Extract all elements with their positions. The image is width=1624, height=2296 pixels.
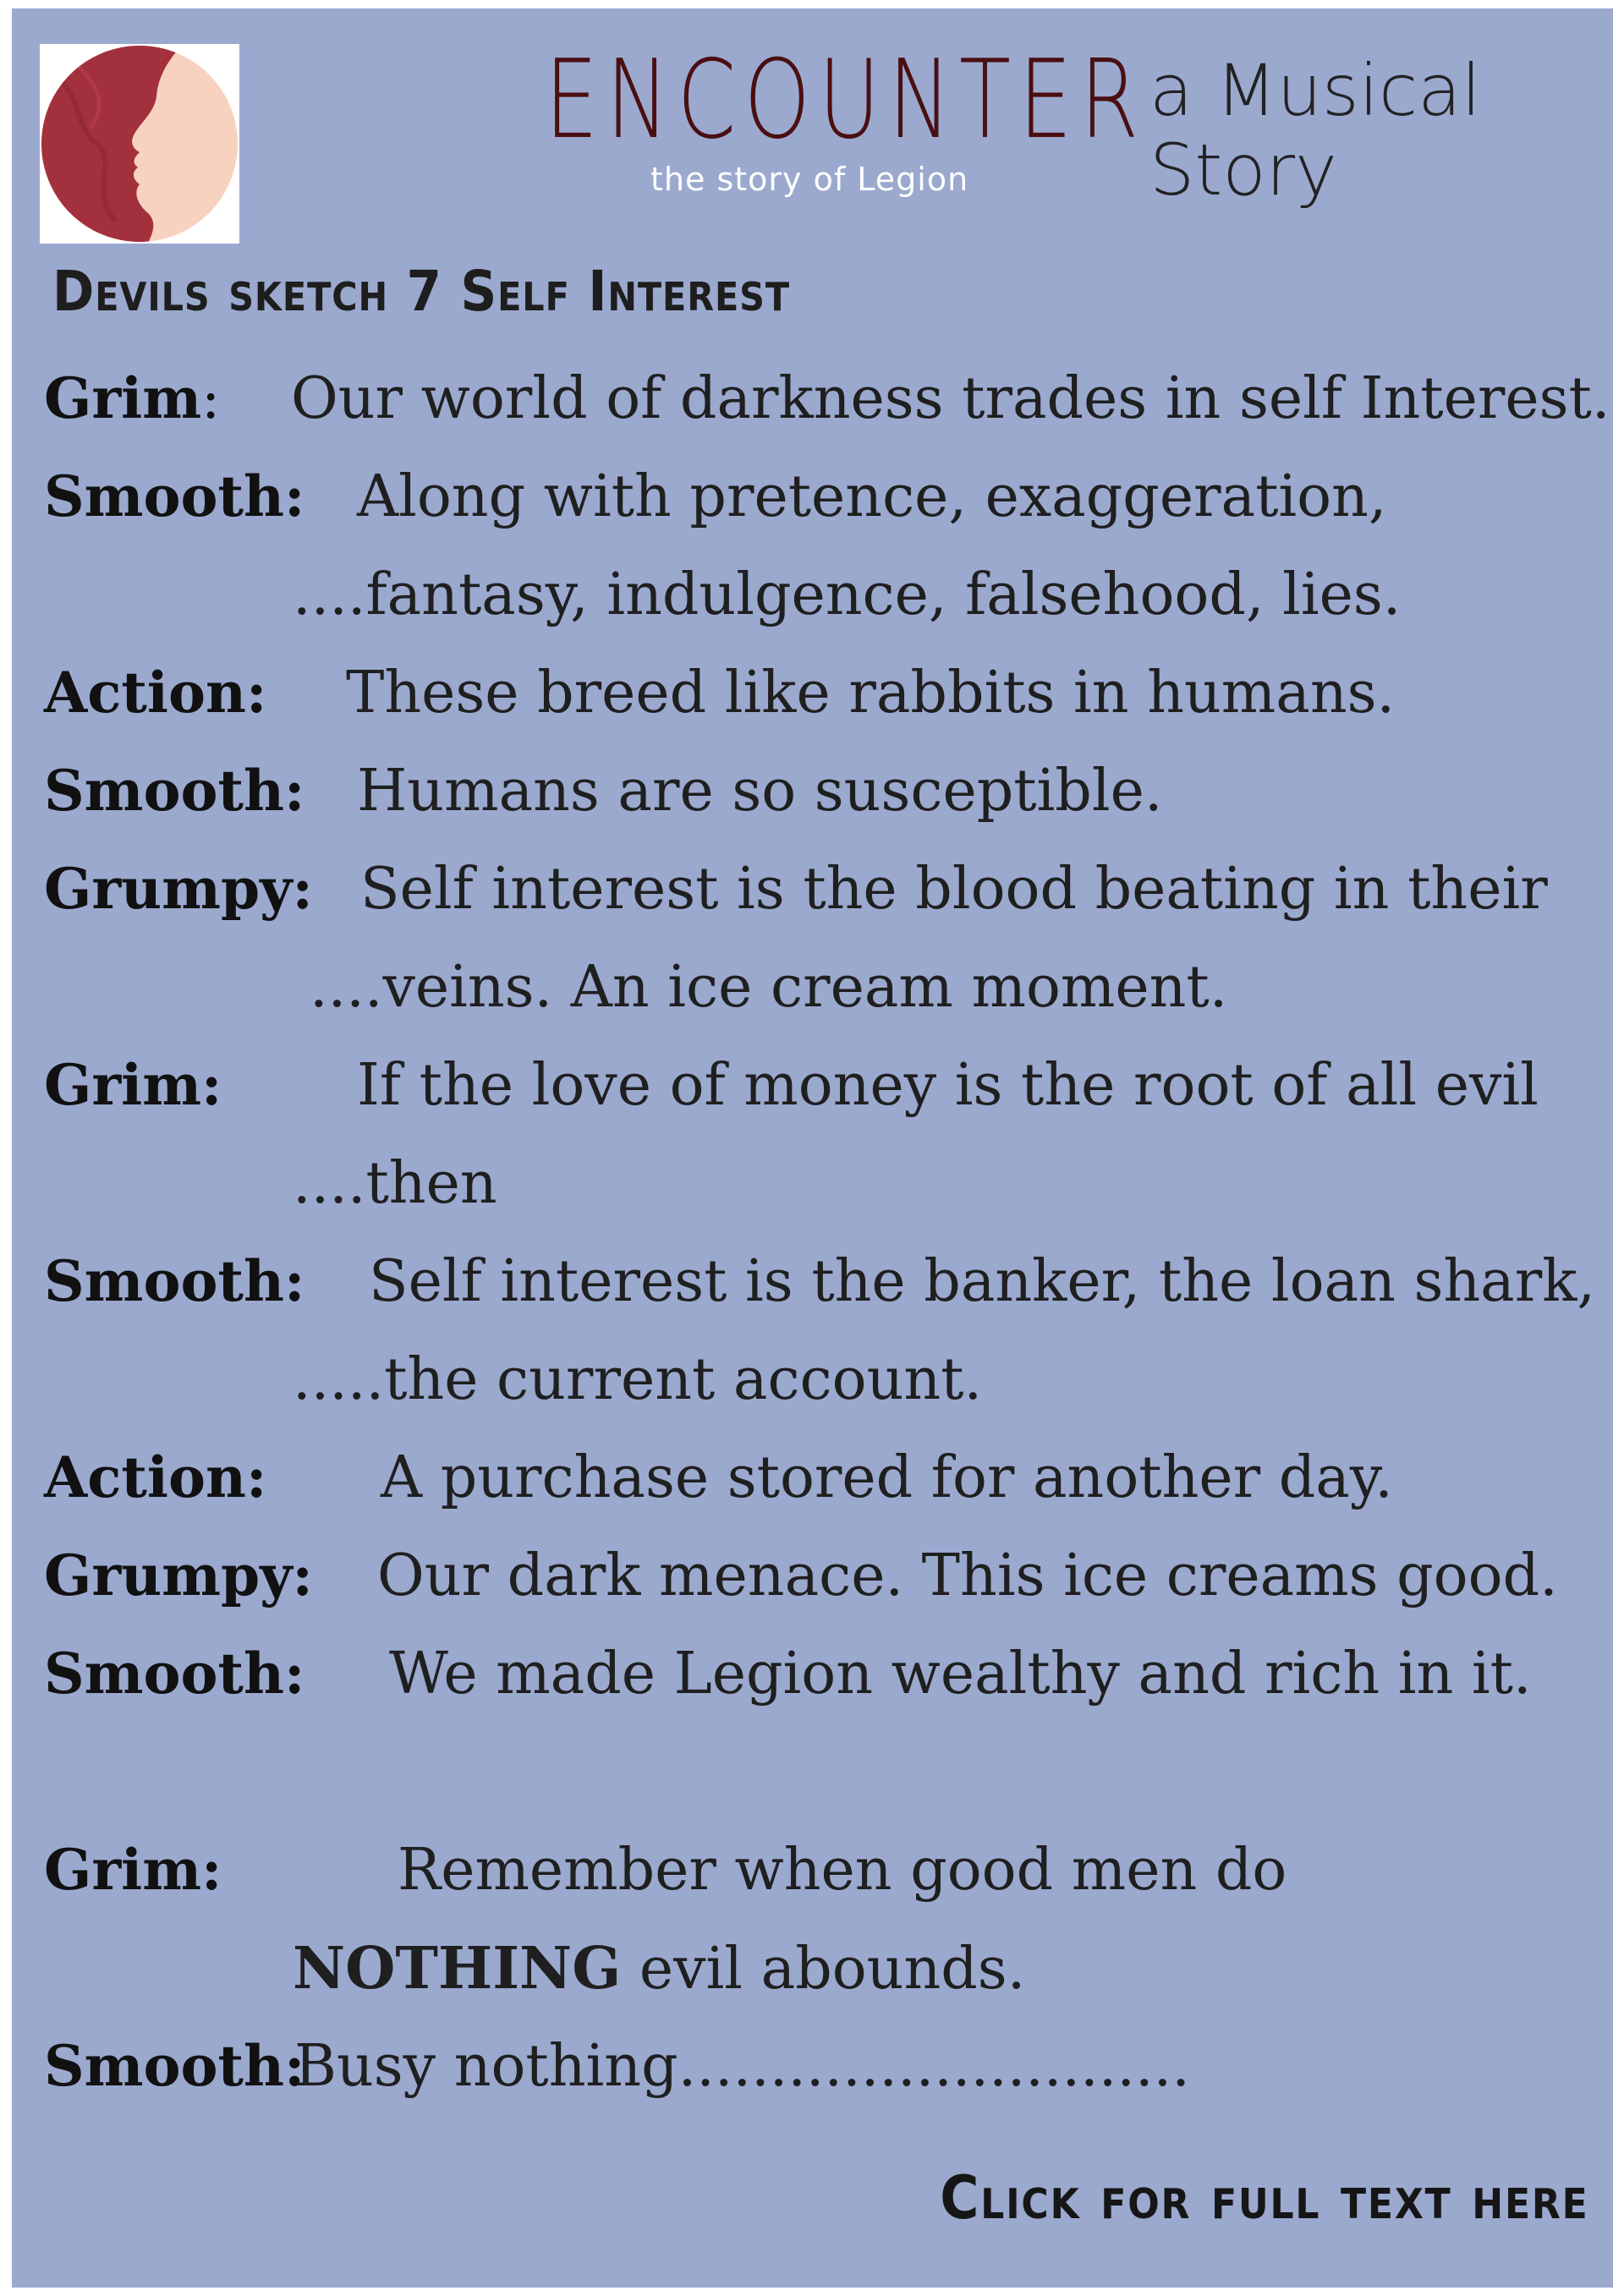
dialogue-continuation: ....then: [293, 1150, 497, 1217]
dialogue-line: A purchase stored for another day.: [381, 1444, 1393, 1511]
speaker-label: Smooth:: [44, 2033, 305, 2099]
dialogue-line: These breed like rabbits in humans.: [346, 660, 1396, 726]
speaker-label: Grumpy:: [44, 1543, 313, 1608]
tagline-line-1: a Musical: [1149, 49, 1481, 132]
dialogue-line: Self interest is the blood beating in their: [360, 856, 1548, 923]
dialogue-line: Remember when good men do: [398, 1837, 1287, 1904]
page-title: ENCOUNTER: [545, 37, 1147, 163]
speaker-label: [44, 365, 221, 431]
script-dialogue: [12, 8, 1613, 2288]
speaker-label: Action:: [44, 1444, 267, 1510]
dialogue-line: Self interest is the banker, the loan shark,: [369, 1248, 1596, 1315]
full-text-link[interactable]: Click for full text here: [940, 2163, 1589, 2233]
dialogue-continuation: .....the current account.: [293, 1346, 983, 1413]
speaker-label: Action:: [44, 660, 267, 726]
page-panel: [12, 8, 1613, 2288]
dialogue-line: Our dark menace. This ice creams good.: [377, 1543, 1558, 1609]
dialogue-line: Our world of darkness trades in self Interest.: [291, 365, 1610, 432]
sketch-heading: Devils sketch 7 Self Interest: [52, 259, 791, 324]
speaker-name: Grim: [44, 365, 202, 431]
speaker-label: Smooth:: [44, 758, 305, 824]
speaker-label: Grim:: [44, 1837, 222, 1903]
dialogue-line: If the love of money is the root of all evil: [357, 1052, 1539, 1119]
speaker-label: Smooth:: [44, 1641, 305, 1707]
dialogue-line: Busy nothing............................: [294, 2033, 1190, 2100]
page-subtitle: the story of Legion: [650, 161, 969, 198]
dialogue-line: Along with pretence, exaggeration,: [357, 463, 1387, 530]
dialogue-continuation: ....fantasy, indulgence, falsehood, lies.: [293, 562, 1402, 628]
dialogue-continuation: ....veins. An ice cream moment.: [310, 954, 1228, 1021]
dialogue-continuation: [293, 1935, 1026, 2003]
speaker-label: Smooth:: [44, 1248, 305, 1314]
speaker-label: Grim:: [44, 1052, 222, 1118]
dialogue-line: Humans are so susceptible.: [357, 758, 1163, 825]
dialogue-line: We made Legion wealthy and rich in it.: [389, 1641, 1532, 1707]
continuation-text: evil abounds.: [621, 1936, 1026, 2003]
speaker-label: Grumpy:: [44, 856, 313, 922]
speaker-colon: :: [201, 366, 221, 431]
emphasis-text: NOTHING: [293, 1935, 622, 2003]
speaker-label: Smooth:: [44, 463, 305, 529]
tagline-line-2: Story: [1149, 129, 1337, 211]
